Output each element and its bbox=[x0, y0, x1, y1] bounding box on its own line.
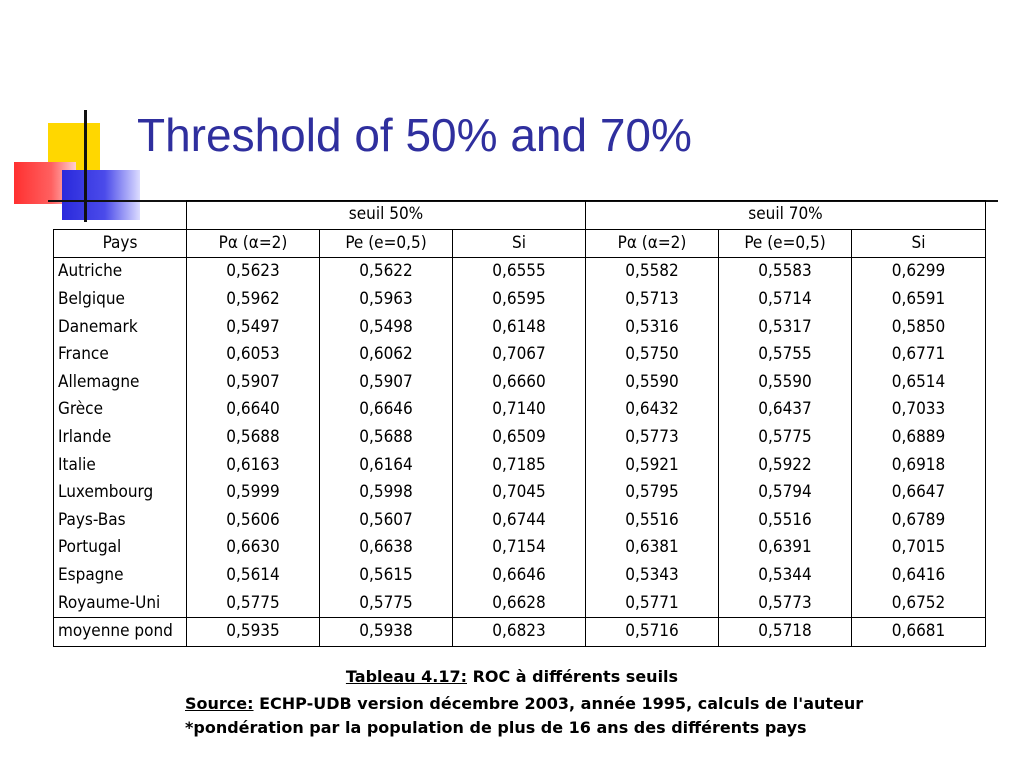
country-cell: Espagne bbox=[54, 562, 187, 590]
country-cell: Royaume-Uni bbox=[54, 589, 187, 617]
col-header-si-50: Si bbox=[453, 229, 586, 258]
value-cell: 0,5582 bbox=[586, 258, 719, 286]
value-cell: 0,7185 bbox=[453, 451, 586, 479]
col-header-palpha-50: Pα (α=2) bbox=[187, 229, 320, 258]
value-cell: 0,6595 bbox=[453, 286, 586, 314]
table-body bbox=[54, 201, 986, 647]
value-cell: 0,5935 bbox=[187, 617, 320, 646]
source-text: ECHP-UDB version décembre 2003, année 1995, calculs de l'auteur bbox=[253, 694, 864, 713]
source-line bbox=[185, 692, 863, 716]
value-cell: 0,5718 bbox=[719, 617, 852, 646]
value-cell: 0,5755 bbox=[719, 341, 852, 369]
country-cell: Italie bbox=[54, 451, 187, 479]
value-cell: 0,6148 bbox=[453, 313, 586, 341]
footer-row bbox=[54, 617, 986, 646]
value-cell: 0,5623 bbox=[187, 258, 320, 286]
table-row bbox=[54, 451, 986, 479]
value-cell: 0,5962 bbox=[187, 286, 320, 314]
country-cell: Grèce bbox=[54, 396, 187, 424]
col-header-pays: Pays bbox=[54, 229, 187, 258]
table-row bbox=[54, 369, 986, 397]
empty-corner-cell bbox=[54, 201, 187, 230]
value-cell: 0,6918 bbox=[852, 451, 986, 479]
table-row bbox=[54, 341, 986, 369]
table-row bbox=[54, 562, 986, 590]
value-cell: 0,6591 bbox=[852, 286, 986, 314]
roc-table bbox=[53, 200, 986, 647]
value-cell: 0,5963 bbox=[320, 286, 453, 314]
notes bbox=[185, 692, 863, 740]
country-cell: Pays-Bas bbox=[54, 507, 187, 535]
value-cell: 0,6432 bbox=[586, 396, 719, 424]
value-cell: 0,5590 bbox=[586, 369, 719, 397]
table-row bbox=[54, 534, 986, 562]
country-cell: Danemark bbox=[54, 313, 187, 341]
value-cell: 0,5773 bbox=[719, 589, 852, 617]
caption-text: ROC à différents seuils bbox=[467, 667, 679, 686]
table-row bbox=[54, 286, 986, 314]
value-cell: 0,5615 bbox=[320, 562, 453, 590]
col-header-pe-50: Pe (e=0,5) bbox=[320, 229, 453, 258]
table-caption bbox=[0, 667, 1024, 686]
value-cell: 0,5498 bbox=[320, 313, 453, 341]
value-cell: 0,5775 bbox=[719, 424, 852, 452]
value-cell: 0,6771 bbox=[852, 341, 986, 369]
country-cell: Autriche bbox=[54, 258, 187, 286]
table-row bbox=[54, 589, 986, 617]
value-cell: 0,5688 bbox=[320, 424, 453, 452]
value-cell: 0,7067 bbox=[453, 341, 586, 369]
caption-label: Tableau 4.17: bbox=[345, 667, 467, 686]
country-cell: Portugal bbox=[54, 534, 187, 562]
value-cell: 0,5716 bbox=[586, 617, 719, 646]
value-cell: 0,6752 bbox=[852, 589, 986, 617]
value-cell: 0,5516 bbox=[719, 507, 852, 535]
value-cell: 0,5614 bbox=[187, 562, 320, 590]
value-cell: 0,7045 bbox=[453, 479, 586, 507]
country-cell: Luxembourg bbox=[54, 479, 187, 507]
value-cell: 0,5714 bbox=[719, 286, 852, 314]
country-cell: moyenne pond bbox=[54, 617, 187, 646]
value-cell: 0,5590 bbox=[719, 369, 852, 397]
value-cell: 0,5922 bbox=[719, 451, 852, 479]
value-cell: 0,7140 bbox=[453, 396, 586, 424]
value-cell: 0,6647 bbox=[852, 479, 986, 507]
value-cell: 0,5794 bbox=[719, 479, 852, 507]
value-cell: 0,5606 bbox=[187, 507, 320, 535]
value-cell: 0,5317 bbox=[719, 313, 852, 341]
source-label: Source: bbox=[185, 694, 254, 713]
value-cell: 0,6646 bbox=[453, 562, 586, 590]
value-cell: 0,6391 bbox=[719, 534, 852, 562]
country-cell: Allemagne bbox=[54, 369, 187, 397]
value-cell: 0,6062 bbox=[320, 341, 453, 369]
value-cell: 0,5907 bbox=[187, 369, 320, 397]
col-header-si-70: Si bbox=[852, 229, 986, 258]
value-cell: 0,6555 bbox=[453, 258, 586, 286]
value-cell: 0,6789 bbox=[852, 507, 986, 535]
value-cell: 0,5622 bbox=[320, 258, 453, 286]
value-cell: 0,6630 bbox=[187, 534, 320, 562]
value-cell: 0,6823 bbox=[453, 617, 586, 646]
value-cell: 0,6681 bbox=[852, 617, 986, 646]
value-cell: 0,5344 bbox=[719, 562, 852, 590]
country-cell: Irlande bbox=[54, 424, 187, 452]
value-cell: 0,7033 bbox=[852, 396, 986, 424]
column-header-row bbox=[54, 229, 986, 258]
value-cell: 0,5713 bbox=[586, 286, 719, 314]
value-cell: 0,6053 bbox=[187, 341, 320, 369]
group-header-50: seuil 50% bbox=[187, 201, 586, 230]
value-cell: 0,5999 bbox=[187, 479, 320, 507]
value-cell: 0,6509 bbox=[453, 424, 586, 452]
value-cell: 0,5583 bbox=[719, 258, 852, 286]
slide-title: Threshold of 50% and 70% bbox=[137, 109, 692, 161]
table-row bbox=[54, 396, 986, 424]
value-cell: 0,5998 bbox=[320, 479, 453, 507]
value-cell: 0,6163 bbox=[187, 451, 320, 479]
value-cell: 0,6640 bbox=[187, 396, 320, 424]
value-cell: 0,5938 bbox=[320, 617, 453, 646]
value-cell: 0,5688 bbox=[187, 424, 320, 452]
value-cell: 0,6660 bbox=[453, 369, 586, 397]
table-row bbox=[54, 258, 986, 286]
slide-logo bbox=[0, 0, 150, 230]
value-cell: 0,6416 bbox=[852, 562, 986, 590]
value-cell: 0,5516 bbox=[586, 507, 719, 535]
value-cell: 0,6646 bbox=[320, 396, 453, 424]
value-cell: 0,5343 bbox=[586, 562, 719, 590]
value-cell: 0,6437 bbox=[719, 396, 852, 424]
value-cell: 0,5497 bbox=[187, 313, 320, 341]
value-cell: 0,5316 bbox=[586, 313, 719, 341]
value-cell: 0,5773 bbox=[586, 424, 719, 452]
table-row bbox=[54, 313, 986, 341]
value-cell: 0,5850 bbox=[852, 313, 986, 341]
country-cell: Belgique bbox=[54, 286, 187, 314]
table-row bbox=[54, 507, 986, 535]
value-cell: 0,6381 bbox=[586, 534, 719, 562]
col-header-pe-70: Pe (e=0,5) bbox=[719, 229, 852, 258]
value-cell: 0,6164 bbox=[320, 451, 453, 479]
value-cell: 0,7015 bbox=[852, 534, 986, 562]
group-header-70: seuil 70% bbox=[586, 201, 986, 230]
country-cell: France bbox=[54, 341, 187, 369]
col-header-palpha-70: Pα (α=2) bbox=[586, 229, 719, 258]
table-row bbox=[54, 424, 986, 452]
value-cell: 0,7154 bbox=[453, 534, 586, 562]
value-cell: 0,5795 bbox=[586, 479, 719, 507]
value-cell: 0,5921 bbox=[586, 451, 719, 479]
value-cell: 0,6299 bbox=[852, 258, 986, 286]
value-cell: 0,5771 bbox=[586, 589, 719, 617]
weighting-note: *pondération par la population de plus de 16 ans des différents pays bbox=[185, 718, 807, 737]
value-cell: 0,5775 bbox=[187, 589, 320, 617]
value-cell: 0,5750 bbox=[586, 341, 719, 369]
value-cell: 0,6744 bbox=[453, 507, 586, 535]
value-cell: 0,5607 bbox=[320, 507, 453, 535]
value-cell: 0,6889 bbox=[852, 424, 986, 452]
value-cell: 0,5907 bbox=[320, 369, 453, 397]
value-cell: 0,6514 bbox=[852, 369, 986, 397]
value-cell: 0,6628 bbox=[453, 589, 586, 617]
table-row bbox=[54, 479, 986, 507]
value-cell: 0,5775 bbox=[320, 589, 453, 617]
value-cell: 0,6638 bbox=[320, 534, 453, 562]
group-header-row bbox=[54, 201, 986, 230]
